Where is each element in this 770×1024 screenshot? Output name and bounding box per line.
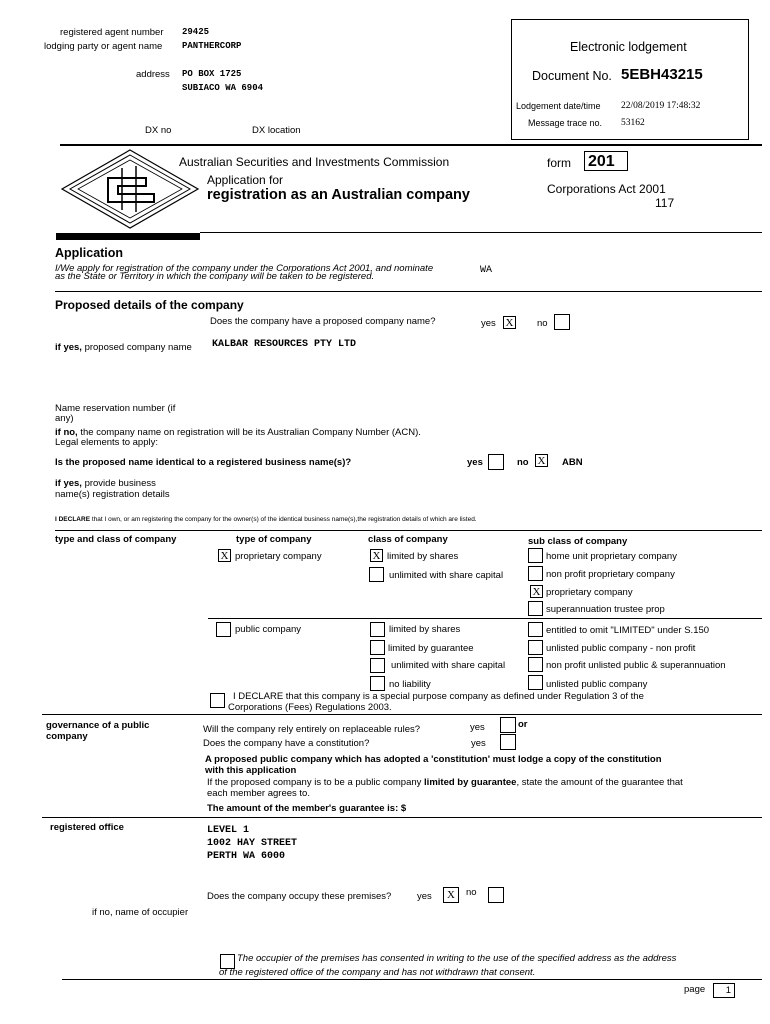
constitution-note-1: A proposed public company which has adopted a 'constitution' must lodge a copy of the constitution xyxy=(205,754,662,765)
sub-nonprofit-prop-checkbox[interactable] xyxy=(528,566,543,581)
class-column-header: class of company xyxy=(368,534,448,545)
message-trace: 53162 xyxy=(621,118,645,128)
proposed-yes-checkbox[interactable]: X xyxy=(503,316,516,329)
address-line-2: SUBIACO WA 6904 xyxy=(182,83,264,93)
occupy-no-checkbox[interactable] xyxy=(488,887,504,903)
agent-number-label: registered agent number xyxy=(60,27,164,38)
proposed-yes-label: yes xyxy=(481,318,496,329)
occupy-yes-label: yes xyxy=(417,891,432,902)
proprietary-checkbox[interactable]: X xyxy=(218,549,231,562)
divider xyxy=(42,714,762,715)
subclass-column-header: sub class of company xyxy=(528,536,628,547)
identical-yes-checkbox[interactable] xyxy=(488,454,504,470)
application-state: WA xyxy=(480,265,493,276)
occupier-label: if no, name of occupier xyxy=(92,907,189,918)
document-no: 5EBH43215 xyxy=(621,66,703,83)
legal-elements-label: Legal elements to apply: xyxy=(55,437,158,448)
agent-number: 29425 xyxy=(182,27,210,37)
sub-proprietary-label: proprietary company xyxy=(546,587,633,598)
proposed-company-name[interactable]: KALBAR RESOURCES PTY LTD xyxy=(212,339,357,350)
limited-by-shares-2-label: limited by shares xyxy=(389,624,461,635)
application-text-2: as the State or Territory in which the company will be taken to be registered. xyxy=(55,271,375,282)
sub-nonprofit-unlisted-super-checkbox[interactable] xyxy=(528,657,543,672)
identical-no-checkbox[interactable]: X xyxy=(535,454,548,467)
lodgement-title: Electronic lodgement xyxy=(570,40,687,54)
divider xyxy=(55,291,762,292)
form-label: form xyxy=(547,156,571,170)
sub-superannuation-checkbox[interactable] xyxy=(528,601,543,616)
identical-name-question: Is the proposed name identical to a registered business name(s)? xyxy=(55,457,352,468)
constitution-yes-label: yes xyxy=(471,738,486,749)
address-line-1: PO BOX 1725 xyxy=(182,69,242,79)
message-trace-label: Message trace no. xyxy=(528,118,603,128)
application-heading: Application xyxy=(55,246,124,260)
sub-nonprofit-unlisted-super-label: non profit unlisted public & superannuation xyxy=(546,660,726,671)
proposed-no-label: no xyxy=(537,318,548,329)
sub-omit-limited-checkbox[interactable] xyxy=(528,622,543,637)
type-class-label: type and class of company xyxy=(55,534,177,545)
limited-by-guarantee-label: limited by guarantee xyxy=(388,643,474,654)
agency-name: Australian Securities and Investments Commission xyxy=(179,155,450,169)
divider xyxy=(60,144,762,146)
lodging-party-label: lodging party or agent name xyxy=(44,41,163,52)
constitution-note-2: with this application xyxy=(205,765,297,776)
special-purpose-text-1: I DECLARE that this company is a special purpose company as defined under Regulation 3 of the xyxy=(233,691,644,702)
consent-text-2: of the registered office of the company and has not withdrawn that consent. xyxy=(219,967,536,978)
lodgement-date: 22/08/2019 17:48:32 xyxy=(621,101,701,111)
divider xyxy=(42,817,762,818)
divider xyxy=(55,530,762,531)
constitution-question: Does the company have a constitution? xyxy=(203,738,370,749)
public-checkbox[interactable] xyxy=(216,622,231,637)
form-title: registration as an Australian company xyxy=(207,187,470,203)
sub-nonprofit-prop-label: non profit proprietary company xyxy=(546,569,675,580)
registered-office-label: registered office xyxy=(50,822,124,833)
constitution-yes-checkbox[interactable] xyxy=(500,734,516,750)
if-no-acn-text: if no, the company name on registration will be its Australian Company Number (ACN). xyxy=(55,427,421,438)
abn-label: ABN xyxy=(562,457,583,468)
act-name: Corporations Act 2001 xyxy=(547,182,666,196)
dx-no-label: DX no xyxy=(145,125,172,136)
office-address-1: LEVEL 1 xyxy=(207,825,250,836)
sub-home-unit-label: home unit proprietary company xyxy=(546,551,677,562)
sub-home-unit-checkbox[interactable] xyxy=(528,548,543,563)
or-label: or xyxy=(518,719,528,730)
unlimited-share-capital-1-checkbox[interactable] xyxy=(369,567,384,582)
governance-label-2: company xyxy=(46,731,88,742)
page-number: 1 xyxy=(713,983,735,998)
guarantee-amount-label: The amount of the member's guarantee is: $ xyxy=(207,803,407,814)
sub-unlisted-nonprofit-label: unlisted public company - non profit xyxy=(546,643,696,654)
page-label: page xyxy=(684,984,706,995)
sub-unlisted-nonprofit-checkbox[interactable] xyxy=(528,640,543,655)
form-subtitle: Application for xyxy=(207,173,284,187)
special-purpose-checkbox[interactable] xyxy=(210,693,225,708)
sub-proprietary-checkbox[interactable]: X xyxy=(530,585,543,598)
guarantee-text-1: If the proposed company is to be a public company limited by guarantee, state the amount of the guarantee that xyxy=(207,777,683,788)
office-address-2: 1002 HAY STREET xyxy=(207,838,298,849)
guarantee-text-2: each member agrees to. xyxy=(207,788,310,799)
governance-label-1: governance of a public xyxy=(46,720,150,731)
occupy-no-label: no xyxy=(466,887,477,898)
identical-yes-label: yes xyxy=(467,457,483,468)
act-section: 117 xyxy=(655,196,675,210)
divider xyxy=(208,618,762,619)
occupy-yes-checkbox[interactable]: X xyxy=(443,887,459,903)
bn-if-yes-label: if yes, provide business xyxy=(55,478,156,489)
office-address-3: PERTH WA 6000 xyxy=(207,851,286,862)
special-purpose-text-2: Corporations (Fees) Regulations 2003. xyxy=(228,702,392,713)
bn-details-label: name(s) registration details xyxy=(55,489,170,500)
divider xyxy=(200,232,762,233)
proposed-no-checkbox[interactable] xyxy=(554,314,570,330)
sub-unlisted-public-checkbox[interactable] xyxy=(528,675,543,690)
dx-location-label: DX location xyxy=(252,125,301,136)
limited-by-shares-1-label: limited by shares xyxy=(387,551,459,562)
public-label: public company xyxy=(235,624,302,635)
if-yes-proposed-label: if yes, proposed company name xyxy=(55,342,192,353)
sub-omit-limited-label: entitled to omit "LIMITED" under S.150 xyxy=(546,625,710,636)
identical-no-label: no xyxy=(517,457,529,468)
lodging-party: PANTHERCORP xyxy=(182,41,242,51)
replaceable-rules-yes-checkbox[interactable] xyxy=(500,717,516,733)
proposed-heading: Proposed details of the company xyxy=(55,298,244,312)
divider xyxy=(62,979,762,980)
application-text-1: I/We apply for registration of the company under the Corporations Act 2001, and nominate xyxy=(55,263,434,274)
form-number: 201 xyxy=(584,151,628,171)
unlimited-share-capital-1-label: unlimited with share capital xyxy=(389,570,504,581)
limited-by-shares-1-checkbox[interactable]: X xyxy=(370,549,383,562)
unlimited-share-capital-2-checkbox[interactable] xyxy=(370,658,385,673)
no-liability-checkbox[interactable] xyxy=(370,676,385,691)
replaceable-rules-yes-label: yes xyxy=(470,722,485,733)
address-label: address xyxy=(136,69,170,80)
sub-unlisted-public-label: unlisted public company xyxy=(546,679,648,690)
declare-business-name: I DECLARE that I own, or am registering the company for the owner(s) of the identical business name(s),the registration details of which are listed. xyxy=(55,516,477,523)
consent-text-1: The occupier of the premises has consented in writing to the use of the specified address as the address xyxy=(237,953,677,964)
document-no-label: Document No. xyxy=(532,69,612,83)
sub-superannuation-label: superannuation trustee prop xyxy=(546,604,665,615)
reservation-label-2: any) xyxy=(55,413,74,424)
lodgement-date-label: Lodgement date/time xyxy=(516,101,601,111)
occupy-question: Does the company occupy these premises? xyxy=(207,891,392,902)
replaceable-rules-question: Will the company rely entirely on replaceable rules? xyxy=(203,724,421,735)
reservation-label-1: Name reservation number (if xyxy=(55,403,176,414)
unlimited-share-capital-2-label: unlimited with share capital xyxy=(391,660,506,671)
section-bar xyxy=(56,233,200,240)
proprietary-label: proprietary company xyxy=(235,551,322,562)
proposed-name-question: Does the company have a proposed company name? xyxy=(210,316,436,327)
type-column-header: type of company xyxy=(236,534,312,545)
limited-by-shares-2-checkbox[interactable] xyxy=(370,622,385,637)
no-liability-label: no liability xyxy=(389,679,431,690)
limited-by-guarantee-checkbox[interactable] xyxy=(370,640,385,655)
